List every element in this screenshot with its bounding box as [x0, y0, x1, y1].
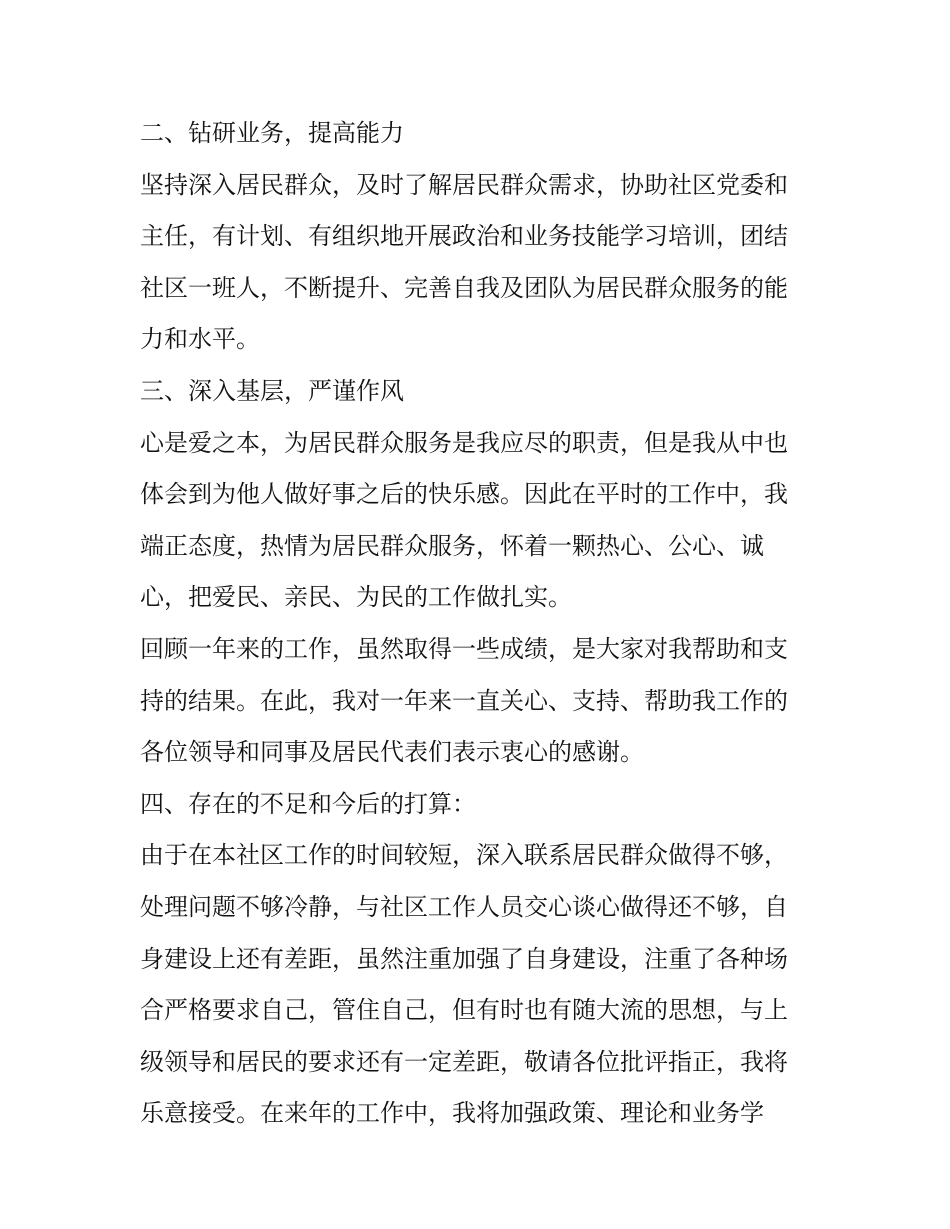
paragraph-line: 处理问题不够冷静，与社区工作人员交心谈心做得还不够，自 [140, 892, 788, 921]
paragraph-line: 社区一班人，不断提升、完善自我及团队为居民群众服务的能 [140, 273, 788, 302]
section-heading-2: 二、钻研业务，提高能力 [140, 119, 404, 147]
document-body [140, 108, 815, 1140]
paragraph-line: 各位领导和同事及居民代表们表示衷心的感谢。 [140, 738, 644, 767]
paragraph-line: 级领导和居民的要求还有一定差距，敬请各位批评指正，我将 [140, 1047, 788, 1076]
section-heading-3: 三、深入基层，严谨作风 [140, 376, 404, 405]
paragraph-line: 坚持深入居民群众，及时了解居民群众需求，协助社区党委和 [140, 170, 788, 199]
paragraph-line: 由于在本社区工作的时间较短，深入联系居民群众做得不够， [140, 841, 788, 870]
paragraph-line: 身建设上还有差距，虽然注重加强了自身建设，注重了各种场 [140, 944, 788, 973]
paragraph-line: 心，把爱民、亲民、为民的工作做扎实。 [140, 583, 572, 612]
paragraph-line: 心是爱之本，为居民群众服务是我应尽的职责，但是我从中也 [140, 428, 788, 457]
paragraph-line: 主任，有计划、有组织地开展政治和业务技能学习培训，团结 [140, 222, 788, 251]
paragraph-line: 体会到为他人做好事之后的快乐感。因此在平时的工作中，我 [140, 480, 788, 509]
paragraph-line: 力和水平。 [140, 325, 260, 354]
section-heading-4: 四、存在的不足和今后的打算： [140, 789, 476, 818]
paragraph-line: 回顾一年来的工作，虽然取得一些成绩，是大家对我帮助和支 [140, 634, 788, 663]
paragraph-line: 乐意接受。在来年的工作中，我将加强政策、理论和业务学 [140, 1099, 764, 1128]
paragraph-line: 端正态度，热情为居民群众服务，怀着一颗热心、公心、诚 [140, 531, 764, 560]
paragraph-line: 合严格要求自己，管住自己，但有时也有随大流的思想，与上 [140, 996, 788, 1025]
paragraph-line: 持的结果。在此，我对一年来一直关心、支持、帮助我工作的 [140, 686, 788, 715]
